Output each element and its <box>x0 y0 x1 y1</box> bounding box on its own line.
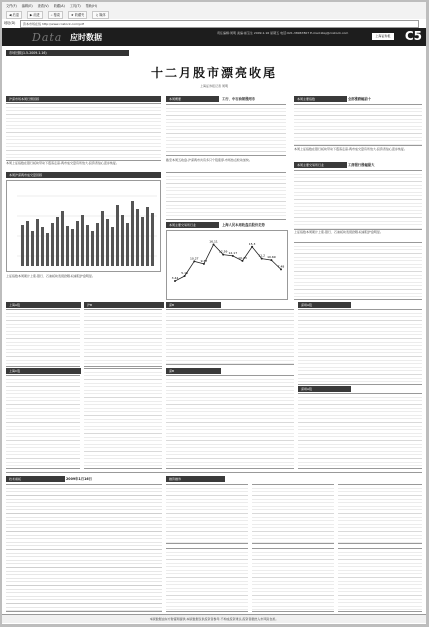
menu-edit[interactable]: 编辑(E) <box>21 4 33 8</box>
data-point <box>203 263 205 265</box>
media-icon: ♫ <box>95 13 99 17</box>
media-label: 媒体 <box>99 13 106 17</box>
top-losers-table <box>294 242 422 300</box>
newspaper-page <box>2 2 426 624</box>
page-number: C5 <box>404 29 422 43</box>
sh-c-table <box>6 375 80 469</box>
forward-arrow-icon: ▶ <box>29 13 33 17</box>
index-table <box>294 104 422 146</box>
sh-b-table <box>84 309 162 367</box>
section-title-top10: 全部涨跌幅前十 <box>348 97 372 101</box>
margin-table-3 <box>338 484 422 544</box>
favorites-label: 收藏夹 <box>74 13 85 17</box>
line-chart-svg <box>167 231 287 299</box>
address-input[interactable]: 资本市场在线 http://www.cnstock.com/pdf <box>20 20 419 28</box>
section-bar-sh-c: 上海C股 <box>6 368 81 374</box>
byline: 上海证券报记者 周明 <box>200 84 228 88</box>
section-bar-overview: 本周概要 <box>166 96 219 102</box>
sz-a-left-table <box>84 368 162 469</box>
sector-table <box>166 172 286 220</box>
masthead-info: 责任编辑:周明 美编:崔宝生 2009.1.16 星期五 电话:021-38967807 E-mail:zbsj@cnstock.com <box>217 31 349 35</box>
data-label: 16.11 <box>209 239 218 244</box>
margin-table-6 <box>338 548 422 612</box>
index-line-chart <box>166 230 288 300</box>
data-point <box>222 254 224 256</box>
data-point <box>213 243 215 245</box>
masthead-title: 应时数据 <box>70 33 102 42</box>
data-point <box>241 260 243 262</box>
paragraph-3b: 本周上证指数在银行板块带动下震荡走高,两市成交量有所放大,投资者信心逐步恢复。 <box>294 147 407 151</box>
section-title-icbc-petro: 工行、中石油领涨两市 <box>222 97 255 101</box>
search-icon: ⌕ <box>50 13 53 17</box>
data-label: 12.59 <box>218 249 228 254</box>
menu-help[interactable]: 帮助(H) <box>85 4 97 8</box>
forward-button[interactable] <box>27 11 43 19</box>
star-icon: ★ <box>70 13 74 17</box>
market-review-table <box>6 103 161 161</box>
footer-disclaimer: 本版数据由东方财富网提供,本版数据仅供投资者参考,不构成投资建议,投资者据此入市风险自担。 <box>2 614 426 623</box>
section-bar-index: 本周主要指数 <box>294 96 347 102</box>
menu-file[interactable]: 文件(F) <box>6 4 17 8</box>
section-bar-sz-b: 深B <box>166 302 221 308</box>
paragraph-3: 截至本周五收盘,沪深两市共有多只个股涨停,市场热点轮动加快。 <box>166 158 252 162</box>
section-bar-icbc: 本周主要交易所行业 <box>294 162 347 168</box>
sz-a-table <box>298 309 422 385</box>
data-label: 9.37 <box>200 258 208 263</box>
sz-b-table <box>166 309 294 365</box>
address-label: 地址(D) <box>4 21 16 25</box>
data-label: 15.3 <box>248 241 256 246</box>
headline: 十二月股市漂亮收尾 <box>150 66 277 80</box>
top-gainers-table <box>294 170 422 230</box>
section-title-sh-people: 上海人民本周收盘后股价走势 <box>222 223 265 227</box>
section-title-icbc-top: 工商银行涨幅最大 <box>348 163 375 167</box>
back-button[interactable] <box>6 11 22 19</box>
paper-name: 上海证券报 <box>372 33 394 40</box>
data-label: 10.27 <box>189 256 199 261</box>
margin-table-5 <box>252 548 334 612</box>
data-label: 3.44 <box>171 276 179 281</box>
data-point <box>261 258 263 260</box>
favorites-button[interactable] <box>68 11 87 19</box>
data-label: 10.43 <box>238 255 247 260</box>
tech-board-table <box>6 484 162 612</box>
data-label: 10.69 <box>267 255 276 260</box>
menu-favorites[interactable]: 收藏(A) <box>53 4 65 8</box>
margin-table-4 <box>166 548 248 612</box>
volume-bar-chart <box>6 180 161 272</box>
data-label: 12.17 <box>228 250 238 255</box>
section-bar-volume: 本周沪深两市成交量回顾 <box>6 172 161 178</box>
masthead <box>2 28 426 46</box>
section-bar-tech: 技术看板 <box>6 476 65 482</box>
section-bar-sector: 本周主要交易所行业 <box>166 222 219 228</box>
data-label: 7.48 <box>277 264 285 269</box>
paragraph-1: 本周上证指数在银行板块带动下震荡走高,两市成交量有所放大,投资者信心逐步恢复。 <box>6 161 119 165</box>
tech-date: 2009年1月16日 <box>66 477 92 481</box>
back-arrow-icon: ◀ <box>9 13 12 17</box>
paragraph-3c: 上证指数本周累计上涨,银行、石油板块表现抢眼,权重股护盘明显。 <box>294 230 383 234</box>
back-label: 后退 <box>12 13 19 17</box>
media-button[interactable] <box>92 11 108 19</box>
margin-table-1 <box>166 484 248 544</box>
search-label: 搜索 <box>53 13 60 17</box>
data-point <box>251 246 253 248</box>
divider <box>6 472 422 473</box>
data-label: 11.2 <box>258 253 266 258</box>
menu-view[interactable]: 查看(V) <box>37 4 49 8</box>
paragraph-2: 上证指数本周累计上涨,银行、石油板块表现抢眼,权重股护盘明显。 <box>6 274 95 278</box>
data-point <box>270 259 272 261</box>
section-bar-sh-b: 沪B <box>84 302 164 308</box>
masthead-logo: Data <box>32 31 63 44</box>
data-point <box>174 280 176 282</box>
section-bar-sz-b2: 深B <box>166 368 221 374</box>
data-point <box>193 260 195 262</box>
section-bar-margin: 融资融券 <box>166 476 225 482</box>
data-label: 5.19 <box>181 271 188 276</box>
sz-b2-table <box>166 375 294 469</box>
search-button[interactable] <box>48 11 63 19</box>
volume-bars-svg <box>7 181 160 271</box>
sh-a-table <box>6 309 80 367</box>
section-bar-sh-a: 上海A股 <box>6 302 81 308</box>
data-point <box>280 268 282 270</box>
data-point <box>184 275 186 277</box>
menu-tools[interactable]: 工具(T) <box>69 4 81 8</box>
data-point <box>232 255 234 257</box>
margin-table-2 <box>252 484 334 544</box>
date-ribbon: 市场回顾(1.5-2009.1.16) <box>6 50 129 56</box>
section-bar-sz-a: 深圳A股 <box>298 302 351 308</box>
forward-label: 前进 <box>33 13 40 17</box>
overview-table <box>166 104 286 156</box>
sz-a2-table <box>298 393 422 469</box>
section-bar-sz-a2: 深圳A股 <box>298 386 351 392</box>
section-bar-market-review: 沪深市场本周行情回顾 <box>6 96 161 102</box>
